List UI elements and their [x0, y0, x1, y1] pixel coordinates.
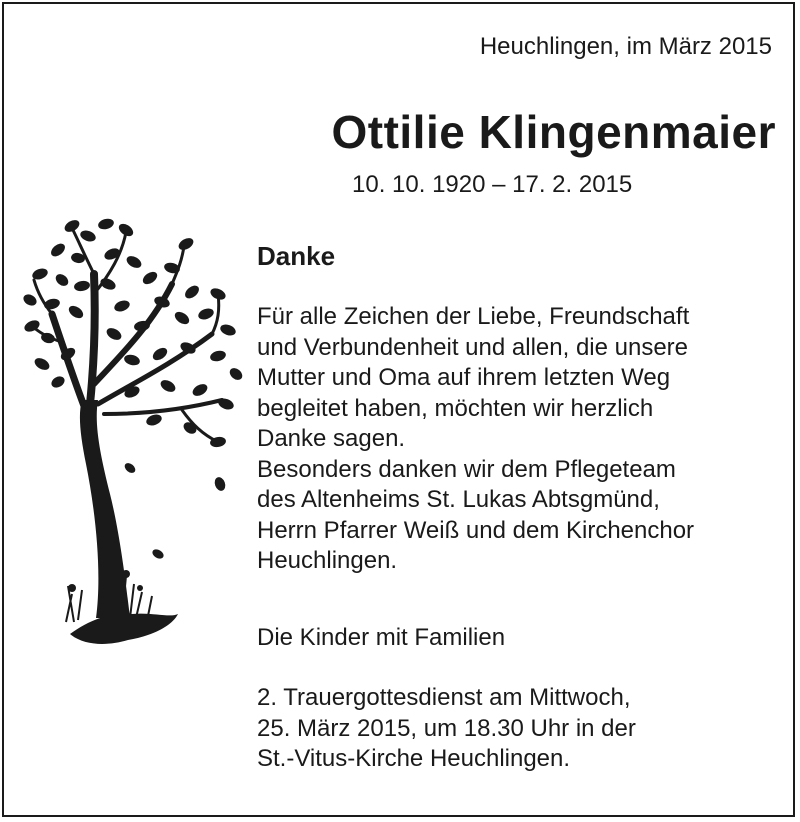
service-line: 25. März 2015, um 18.30 Uhr in der — [257, 714, 636, 742]
thanks-heading: Danke — [257, 241, 336, 271]
thanks-line: begleitet haben, möchten wir herzlich — [257, 394, 654, 422]
life-dates: 10. 10. 1920 – 17. 2. 2015 — [352, 171, 633, 198]
thanks-line: Für alle Zeichen der Liebe, Freundschaft — [257, 303, 690, 330]
thanks-line: und Verbundenheit und allen, die unsere — [257, 333, 689, 361]
thanks-line: Mutter und Oma auf ihrem letzten Weg — [257, 364, 671, 391]
thanks-text — [257, 302, 694, 577]
thanks-line: des Altenheims St. Lukas Abtsgmünd, — [257, 486, 660, 513]
thanks-line: Herrn Pfarrer Weiß und dem Kirchenchor — [257, 516, 695, 544]
thanks-line: Heuchlingen. — [257, 547, 398, 574]
family-signature: Die Kinder mit Familien — [257, 624, 506, 651]
place-and-date: Heuchlingen, im März 2015 — [479, 33, 772, 60]
deceased-name: Ottilie Klingenmaier — [331, 106, 776, 158]
memorial-service-info — [257, 683, 636, 775]
thanks-line: Besonders danken wir dem Pflegeteam — [257, 455, 676, 483]
service-line: 2. Trauergottesdienst am Mittwoch, — [257, 684, 631, 711]
service-line: St.-Vitus-Kirche Heuchlingen. — [257, 745, 571, 772]
thanks-line: Danke sagen. — [257, 425, 406, 452]
tree-silhouette-icon — [22, 214, 244, 658]
